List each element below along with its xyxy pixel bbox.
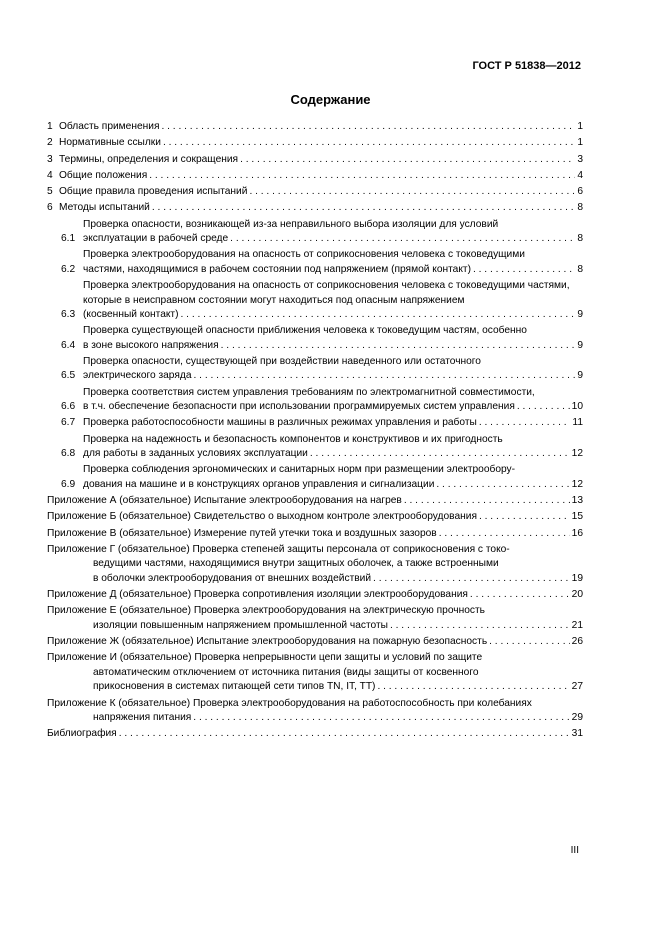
toc-leader-dots	[489, 635, 570, 649]
toc-leader-dots	[473, 263, 575, 277]
toc-page-number: 10	[571, 401, 583, 413]
toc-page-number: 9	[577, 309, 583, 320]
toc-entry-text: Проверка опасности, существующей при воздействии наведенного или остаточного	[83, 356, 481, 367]
toc-page-number: 31	[571, 728, 583, 740]
toc-entry-title: Проверка работоспособности машины в различных режимах управления и работы	[83, 417, 477, 429]
toc-entry-title: Область применения	[59, 121, 160, 132]
toc-leader-dots	[221, 339, 576, 353]
toc-leader-dots	[373, 572, 570, 586]
toc-entry-title: частями, находящимися в рабочем состоянии под напряжением (прямой контакт)	[83, 263, 471, 275]
toc-entry-number: 6	[47, 202, 53, 214]
toc-leader-dots	[377, 680, 569, 694]
toc-entry-number: 2	[47, 137, 53, 149]
toc-leader-dots	[230, 232, 575, 246]
toc-entry[interactable]	[47, 494, 583, 508]
toc-entry-number: 6.1	[61, 233, 76, 245]
toc-entry-number: 1	[47, 121, 53, 132]
toc-entry[interactable]	[47, 604, 583, 633]
toc-leader-dots	[181, 308, 576, 322]
toc-entry[interactable]	[47, 355, 583, 384]
toc-leader-dots	[240, 153, 575, 167]
toc-entry-text: Приложение Е (обязательное) Проверка электрооборудования на электрическую прочность	[47, 605, 485, 617]
toc-entry-title: Приложение Ж (обязательное) Испытание электрооборудования на пожарную безопасность	[47, 636, 488, 648]
toc-entry-title: напряжения питания	[93, 711, 192, 723]
toc-leader-dots	[390, 619, 570, 633]
toc-entry-number: 3	[47, 153, 53, 165]
toc-entry-title: Термины, определения и сокращения	[59, 153, 239, 165]
toc-page-number: 16	[571, 527, 583, 539]
toc-entry[interactable]	[47, 727, 583, 741]
toc-entry[interactable]	[47, 120, 583, 134]
toc-entry-title: Приложение В (обязательное) Измерение путей утечки тока и воздушных зазоров	[47, 527, 437, 539]
toc-entry[interactable]	[47, 201, 583, 215]
toc-leader-dots	[193, 711, 569, 725]
toc-leader-dots	[163, 136, 575, 150]
toc-entry[interactable]	[47, 635, 583, 649]
toc-leader-dots	[152, 201, 575, 215]
toc-entry[interactable]	[47, 651, 583, 694]
toc-leader-dots	[439, 527, 570, 541]
toc-entry-text: Приложение Г (обязательное) Проверка степеней защиты персонала от соприкосновения с токо-	[47, 544, 510, 555]
toc-page-number: 12	[571, 478, 583, 490]
toc-entry-number: 6.2	[61, 263, 76, 275]
page-number: III	[570, 845, 579, 856]
toc-entry-number: 6.3	[61, 309, 76, 320]
toc-entry-title: электрического заряда	[83, 370, 192, 382]
toc-page-number: 21	[571, 619, 583, 631]
toc-page-number: 8	[577, 263, 583, 275]
toc-entry[interactable]	[47, 527, 583, 541]
toc-leader-dots	[404, 494, 570, 508]
toc-page-number: 11	[572, 417, 583, 429]
toc-entry[interactable]	[47, 433, 583, 462]
toc-entry[interactable]	[47, 416, 583, 430]
toc-entry-title: Общие положения	[59, 169, 148, 181]
toc-entry[interactable]	[47, 386, 583, 415]
toc-entry[interactable]	[47, 543, 583, 586]
toc-page-number: 20	[571, 589, 583, 601]
toc-entry-text: ведущими частями, находящимися внутри защитных оболочек, а также встроенными	[93, 558, 499, 570]
toc-leader-dots	[479, 416, 571, 430]
toc-page-number: 9	[577, 370, 583, 382]
toc-title: Содержание	[290, 92, 371, 107]
toc-leader-dots	[517, 400, 570, 414]
toc-entry-number: 6.9	[61, 478, 76, 490]
toc-entry-text: Приложение К (обязательное) Проверка электрооборудования на работоспособность при колебаниях	[47, 697, 532, 709]
toc-entry-number: 6.4	[61, 339, 76, 351]
toc-entry-title: прикосновения в системах питающей сети типов TN, IT, TT)	[93, 681, 376, 693]
toc-page-number: 8	[577, 233, 583, 245]
toc-entry-number: 6.5	[61, 370, 76, 382]
toc-entry[interactable]	[47, 463, 583, 492]
toc-leader-dots	[161, 120, 575, 134]
toc-entry[interactable]	[47, 588, 583, 602]
toc-entry[interactable]	[47, 185, 583, 199]
toc-page-number: 15	[571, 511, 583, 523]
toc-entry-title: Приложение Б (обязательное) Свидетельство о выходном контроле электрооборудования	[47, 511, 477, 523]
toc-leader-dots	[149, 169, 575, 183]
toc-page-number: 4	[577, 169, 583, 181]
toc-entry[interactable]	[47, 324, 583, 353]
toc-page-number: 29	[571, 711, 583, 723]
toc-entry-title: (косвенный контакт)	[83, 309, 179, 320]
toc-entry-text: Проверка электрооборудования на опасность от соприкосновения человека с токоведущими	[83, 249, 525, 261]
toc-entry-title: Нормативные ссылки	[59, 137, 161, 149]
toc-entry[interactable]	[47, 153, 583, 167]
toc-entry[interactable]	[47, 279, 583, 322]
toc-leader-dots	[470, 588, 570, 602]
toc-entry-number: 4	[47, 169, 53, 181]
toc-entry[interactable]	[47, 136, 583, 150]
toc-entry-text: Проверка соблюдения эргономических и санитарных норм при размещении электрообору-	[83, 464, 516, 476]
toc-entry-title: Библиография	[47, 728, 117, 740]
toc-leader-dots	[194, 369, 576, 383]
toc-entry-number: 6.8	[61, 448, 76, 460]
toc-entry[interactable]	[47, 697, 583, 726]
toc-leader-dots	[119, 727, 570, 741]
toc-entry[interactable]	[47, 510, 583, 524]
toc-entry-title: Методы испытаний	[59, 202, 150, 214]
toc-entry-number: 6.7	[61, 417, 76, 429]
toc-entry-text: Проверка на надежность и безопасность компонентов и конструктивов и их пригодность	[83, 433, 503, 445]
toc-leader-dots	[436, 478, 569, 492]
toc-page-number: 6	[577, 186, 583, 198]
toc-page-number: 3	[577, 153, 583, 165]
toc-entry-number: 6.6	[61, 401, 76, 413]
toc-entry-title: Приложение А (обязательное) Испытание электрооборудования на нагрев	[47, 495, 402, 507]
toc-entry[interactable]	[47, 218, 583, 247]
toc-page-number: 12	[571, 448, 583, 460]
toc-entry-title: в оболочки электрооборудования от внешних воздействий	[93, 572, 372, 584]
document-code: ГОСТ Р 51838—2012	[472, 60, 581, 72]
table-of-contents	[47, 120, 583, 744]
toc-entry-text: Проверка соответствия систем управления требованиям по электромагнитной совместимости,	[83, 386, 535, 398]
toc-entry-title: эксплуатации в рабочей среде	[83, 233, 229, 245]
toc-entry-title: в т.ч. обеспечение безопасности при использовании программируемых систем управления	[83, 401, 515, 413]
toc-page-number: 1	[577, 121, 583, 132]
toc-entry-text: Проверка существующей опасности приближения человека к токоведущим частям, особенно	[83, 325, 527, 337]
toc-page-number: 19	[571, 572, 583, 584]
toc-page-number: 26	[571, 636, 583, 648]
toc-entry[interactable]	[47, 169, 583, 183]
toc-entry-text: Проверка электрооборудования на опасность от соприкосновения человека с токоведущими частями, которые в неисправном состоянии могут находиться под опасным напряжением	[83, 280, 570, 306]
toc-page-number: 1	[577, 137, 583, 149]
toc-page-number: 27	[571, 681, 583, 693]
toc-entry-title: изоляции повышенным напряжением промышленной частоты	[93, 619, 388, 631]
toc-entry-number: 5	[47, 186, 53, 198]
toc-entry-text: автоматическим отключением от источника питания (виды защиты от косвенного	[93, 666, 479, 678]
toc-leader-dots	[310, 447, 570, 461]
toc-page-number: 8	[577, 202, 583, 214]
toc-leader-dots	[479, 510, 570, 524]
toc-entry-text: Проверка опасности, возникающей из-за неправильного выбора изоляции для условий	[83, 218, 499, 230]
toc-entry-title: Приложение Д (обязательное) Проверка сопротивления изоляции электрооборудования	[47, 589, 468, 601]
toc-entry-title: дования на машине и в конструкциях органов управления и сигнализации	[83, 478, 435, 490]
toc-entry-title: Общие правила проведения испытаний	[59, 186, 248, 198]
toc-entry-text: Приложение И (обязательное) Проверка непрерывности цепи защиты и условий по защите	[47, 652, 483, 664]
toc-entry[interactable]	[47, 248, 583, 277]
toc-leader-dots	[249, 185, 575, 199]
toc-page-number: 13	[571, 495, 583, 507]
toc-entry-title: в зоне высокого напряжения	[83, 339, 219, 351]
toc-entry-title: для работы в заданных условиях эксплуатации	[83, 448, 308, 460]
toc-page-number: 9	[577, 339, 583, 351]
